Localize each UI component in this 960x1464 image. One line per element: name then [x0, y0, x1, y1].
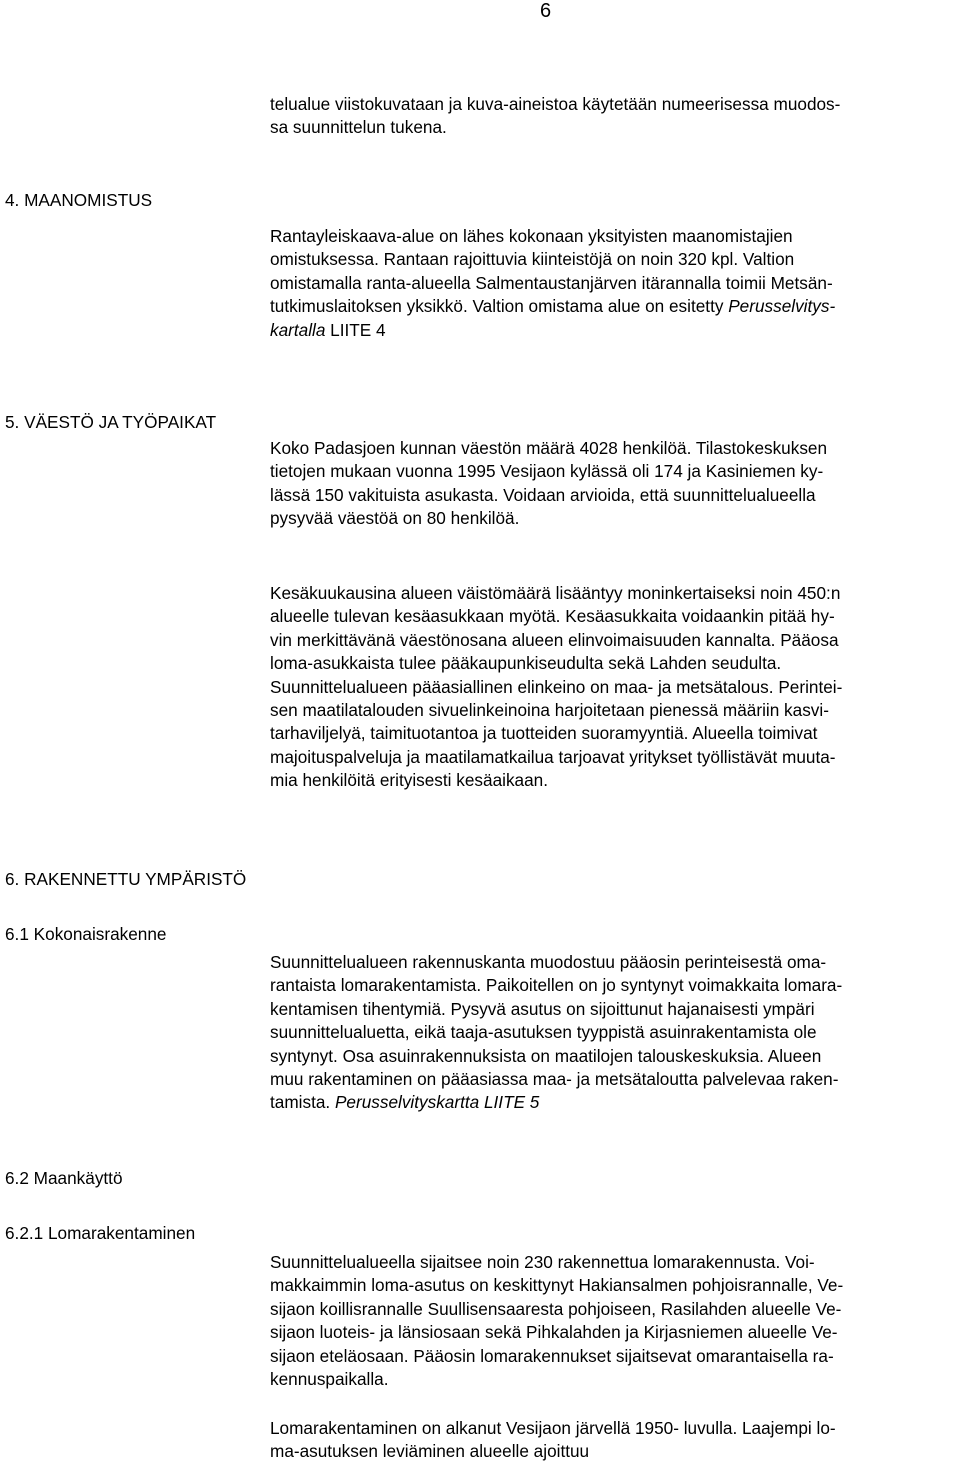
text-line: kennuspaikalla. [270, 1369, 389, 1390]
text-segment: tamista. [270, 1092, 335, 1113]
text-line: suunnittelualuetta, eikä taaja-asutuksen tyyppistä asuinrakentamista ole [270, 1022, 817, 1043]
text-line: Rantayleiskaava-alue on lähes kokonaan yksityisten maanomistajien [270, 226, 793, 246]
map-reference-link-text: kartalla [270, 319, 326, 340]
text-line: majoituspalveluja ja maatilamatkailua tarjoavat yritykset työllistävät muuta- [270, 746, 836, 767]
map-reference-link-text: Perusselvitys- [728, 296, 836, 317]
text-segment: tutkimuslaitoksen yksikkö. Valtion omistama alue on esitetty [270, 296, 729, 317]
text-line: sen maatilatalouden sivuelinkeinoina harjoitetaan pienessä määriin kasvi- [270, 700, 829, 721]
section-4-paragraph [270, 225, 960, 342]
text-line: sa suunnittelun tukena. [270, 117, 447, 138]
text-line: Koko Padasjoen kunnan väestön määrä 4028 henkilöä. Tilastokeskuksen [270, 438, 828, 458]
text-line: Kesäkuukausina alueen väistömäärä lisääntyy moninkertaiseksi noin 450:n [270, 583, 841, 603]
text-line: loma-asukkaista tulee pääkaupunkiseudulta sekä Lahden seudulta. [270, 653, 782, 674]
text-line: Suunnittelualueen rakennuskanta muodostuu pääosin perinteisestä oma- [270, 952, 827, 972]
text-line [270, 295, 960, 318]
text-line: sijaon luoteis- ja länsiosaan sekä Pihkalahden ja Kirjasniemen alueelle Ve- [270, 1322, 838, 1343]
text-line: Suunnittelualueella sijaitsee noin 230 rakennettua lomarakennusta. Voi- [270, 1252, 815, 1272]
text-line: omistuksessa. Rantaan rajoittuvia kiinteistöjä on noin 320 kpl. Valtion [270, 249, 795, 270]
text-line: vin merkittävänä väestönosana alueen elinvoimaisuuden kannalta. Pääosa [270, 629, 839, 650]
text-line: mia henkilöitä erityisesti kesäaikaan. [270, 770, 548, 791]
text-line: makkaimmin loma-asutus on keskittynyt Hakiansalmen pohjoisrannalle, Ve- [270, 1275, 844, 1296]
text-line: sijaon eteläosaan. Pääosin lomarakennukset sijaitsevat omarantaisella ra- [270, 1345, 834, 1366]
section-6-1-paragraph [270, 951, 960, 1115]
section-6-2-1-paragraph-2 [270, 1417, 960, 1464]
section-heading-maanomistus: 4. MAANOMISTUS [5, 190, 153, 210]
text-line: sijaon koillisrannalle Suullisensaaresta pohjoiseen, Rasilahden alueelle Ve- [270, 1298, 842, 1319]
text-line: Suunnittelualueen pääasiallinen elinkeino on maa- ja metsätalous. Perintei- [270, 676, 843, 697]
text-line: Lomarakentaminen on alkanut Vesijaon järvellä 1950- luvulla. Laajempi lo- [270, 1418, 836, 1438]
text-line: tarhaviljelyä, taimituotantoa ja tuotteiden suoramyyntiä. Alueella toimivat [270, 723, 818, 744]
text-line: muu rakentaminen on pääasiassa maa- ja metsätaloutta palvelevaa raken- [270, 1069, 839, 1090]
text-line: rantaista lomarakentamista. Paikoitellen on jo syntynyt voimakkaita lomara- [270, 975, 843, 996]
subsection-heading-maankaytto: 6.2 Maankäyttö [5, 1168, 123, 1188]
text-line: kentamisen tihentymiä. Pysyvä asutus on sijoittunut hajanaisesti ympäri [270, 998, 815, 1019]
text-line: telualue viistokuvataan ja kuva-aineistoa käytetään numeerisessa muodos- [270, 94, 841, 114]
text-line: pysyvää väestöä on 80 henkilöä. [270, 508, 520, 529]
text-line: tietojen mukaan vuonna 1995 Vesijaon kylässä oli 174 ja Kasiniemen ky- [270, 461, 824, 482]
text-line: omistamalla ranta-alueella Salmentaustanjärven itärannalla toimii Metsän- [270, 272, 833, 293]
section-5-paragraph-2 [270, 582, 960, 793]
subsection-heading-kokonaisrakenne: 6.1 Kokonaisrakenne [5, 924, 167, 944]
section-heading-vaesto: 5. VÄESTÖ JA TYÖPAIKAT [5, 412, 217, 432]
map-reference-link-text: Perusselvityskartta LIITE 5 [334, 1092, 540, 1113]
appendix-reference: LIITE 4 [325, 319, 386, 340]
text-line: ma-asutuksen leviäminen alueelle ajoittuu [270, 1441, 590, 1462]
text-line [270, 1091, 960, 1114]
intro-paragraph [270, 93, 960, 140]
section-heading-rakennettu-ymparisto: 6. RAKENNETTU YMPÄRISTÖ [5, 869, 247, 889]
text-line [270, 319, 960, 342]
text-line: alueelle tulevan kesäasukkaan myötä. Kesäasukkaita voidaankin pitää hy- [270, 606, 835, 627]
section-6-2-1-paragraph-1 [270, 1251, 960, 1391]
page-number: 6 [540, 0, 552, 22]
text-line: syntynyt. Osa asuinrakennuksista on maatilojen talouskeskuksia. Alueen [270, 1045, 822, 1066]
subsection-heading-lomarakentaminen: 6.2.1 Lomarakentaminen [5, 1223, 196, 1243]
text-line: lässä 150 vakituista asukasta. Voidaan arvioida, että suunnittelualueella [270, 484, 816, 505]
section-5-paragraph-1 [270, 437, 960, 531]
